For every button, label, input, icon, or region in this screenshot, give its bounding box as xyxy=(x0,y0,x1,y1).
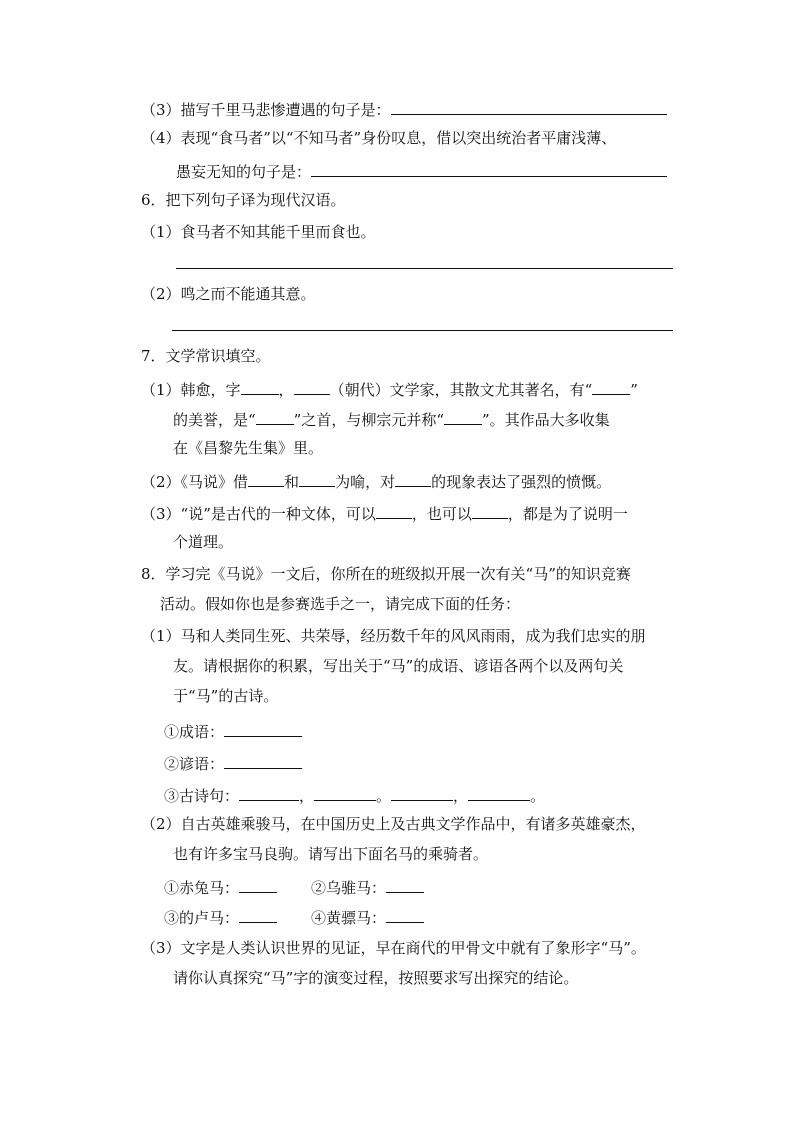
q7-metaphor1-blank[interactable] xyxy=(248,470,284,487)
q7-head-of-blank[interactable] xyxy=(256,408,294,425)
q8-horses-row1 xyxy=(164,876,424,898)
q7-item2 xyxy=(141,470,611,492)
q8-proverb-row xyxy=(164,752,302,774)
q7-reputation-blank[interactable] xyxy=(592,378,630,395)
q7-dynasty-blank[interactable] xyxy=(294,378,330,395)
q7-i3-text-c: ，都是为了说明一 xyxy=(507,505,628,523)
q8-poem-comma-1: ， xyxy=(299,787,315,805)
q5-item4-line2 xyxy=(176,160,667,182)
q5-item3-answer-blank[interactable] xyxy=(391,98,667,115)
q8-poem-period-2: 。 xyxy=(530,787,546,805)
q7-zi-blank[interactable] xyxy=(241,378,279,395)
q8-item3-line1: （3）文字是人类认识世界的见证，早在商代的甲骨文中就有了象形字“马”。 xyxy=(141,939,646,957)
q6-item1: （1）食马者不知其能千里而食也。 xyxy=(141,223,376,241)
q8-horse3-blank[interactable] xyxy=(239,906,277,923)
q8-poem-blank-3[interactable] xyxy=(391,784,453,801)
q5-item3-text: （3）描写千里马悲惨遭遇的句子是： xyxy=(141,101,391,119)
q8-item1-line2: 友。请根据你的积累，写出关于“马”的成语、谚语各两个以及两句关 xyxy=(173,657,624,675)
q5-item3 xyxy=(141,98,667,120)
q7-i2-text-a: （2）《马说》借 xyxy=(141,473,249,491)
q8-horse2-label: ②乌骓马： xyxy=(311,879,387,897)
q7-genre2-blank[interactable] xyxy=(472,502,508,519)
q8-idiom-row xyxy=(164,720,302,742)
q8-horse3-label: ③的卢马： xyxy=(164,909,240,927)
q8-horses-row2 xyxy=(164,906,424,928)
q8-idiom-blank[interactable] xyxy=(224,720,302,737)
q7-item3-line2: 个道理。 xyxy=(173,533,234,551)
q8-poem-row xyxy=(164,784,545,806)
q7-metaphor2-blank[interactable] xyxy=(299,470,335,487)
q7-i1-text-g: ”。其作品大多收集 xyxy=(482,411,610,429)
q7-i1-text-a: （1）韩愈，字 xyxy=(141,381,241,399)
q7-i1-text-b: ， xyxy=(278,381,294,399)
q5-item4-line1: （4）表现“食马者”以“不知马者”身份叹息，借以突出统治者平庸浅薄、 xyxy=(141,129,617,147)
q8-title-line2: 活动。假如你也是参赛选手之一，请完成下面的任务： xyxy=(160,595,521,613)
q6-item2-answer-line[interactable] xyxy=(172,330,673,331)
q7-item1-line1 xyxy=(141,378,638,400)
q8-item2-line1: （2）自古英雄乘骏马，在中国历史上及古典文学作品中，有诸多英雄豪杰， xyxy=(141,815,646,833)
q7-paired-name-blank[interactable] xyxy=(444,408,482,425)
q8-horse4-blank[interactable] xyxy=(386,906,424,923)
q6-item2: （2）鸣之而不能通其意。 xyxy=(141,285,316,303)
q8-poem-period-1: 。 xyxy=(376,787,392,805)
q8-poem-comma-2: ， xyxy=(453,787,469,805)
q8-proverb-label: ②谚语： xyxy=(164,755,225,773)
q8-item2-line2: 也有许多宝马良驹。请写出下面名马的乘骑者。 xyxy=(173,845,489,863)
q8-proverb-blank[interactable] xyxy=(224,752,302,769)
q8-idiom-label: ①成语： xyxy=(164,723,225,741)
q7-i2-text-c: 为喻，对 xyxy=(335,473,396,491)
q7-i1-text-d: ” xyxy=(630,381,638,399)
q5-item4-text: 愚妄无知的句子是： xyxy=(176,163,312,181)
q6-title: 6．把下列句子译为现代汉语。 xyxy=(141,191,346,209)
q8-item1-line3: 于“马”的古诗。 xyxy=(173,687,279,705)
q8-title-line1: 8．学习完《马说》一文后，你所在的班级拟开展一次有关“马”的知识竞赛 xyxy=(141,565,631,583)
q8-horse4-label: ④黄骠马： xyxy=(311,909,387,927)
q7-genre1-blank[interactable] xyxy=(376,502,412,519)
q7-i1-text-e: 的美誉，是“ xyxy=(173,411,256,429)
q7-item1-line2 xyxy=(173,408,610,430)
q8-item3-line2: 请你认真探究“马”字的演变过程，按照要求写出探究的结论。 xyxy=(173,969,579,987)
q6-item1-answer-line[interactable] xyxy=(176,268,673,269)
q8-poem-blank-4[interactable] xyxy=(468,784,530,801)
q7-i3-text-a: （3）“说”是古代的一种文体，可以 xyxy=(141,505,376,523)
q8-horse1-label: ①赤兔马： xyxy=(164,879,240,897)
q7-i1-text-c: （朝代）文学家，其散文尤其著名，有“ xyxy=(329,381,593,399)
q7-item1-line3: 在《昌黎先生集》里。 xyxy=(173,439,324,457)
q8-poem-label: ③古诗句： xyxy=(164,787,240,805)
q7-i2-text-d: 的现象表达了强烈的愤慨。 xyxy=(431,473,612,491)
q8-item1-line1: （1）马和人类同生死、共荣辱，经历数千年的风风雨雨，成为我们忠实的朋 xyxy=(141,627,646,645)
q7-i3-text-b: ，也可以 xyxy=(411,505,472,523)
q5-item4-answer-blank[interactable] xyxy=(311,160,667,177)
q7-i2-text-b: 和 xyxy=(284,473,300,491)
q7-item3-line1 xyxy=(141,502,628,524)
q8-horse1-blank[interactable] xyxy=(239,876,277,893)
q8-poem-blank-1[interactable] xyxy=(239,784,299,801)
q8-horse2-blank[interactable] xyxy=(386,876,424,893)
q7-title: 7．文学常识填空。 xyxy=(141,347,271,365)
q8-poem-blank-2[interactable] xyxy=(314,784,376,801)
q7-i1-text-f: ”之首，与柳宗元并称“ xyxy=(293,411,445,429)
q7-phenomenon-blank[interactable] xyxy=(395,470,431,487)
